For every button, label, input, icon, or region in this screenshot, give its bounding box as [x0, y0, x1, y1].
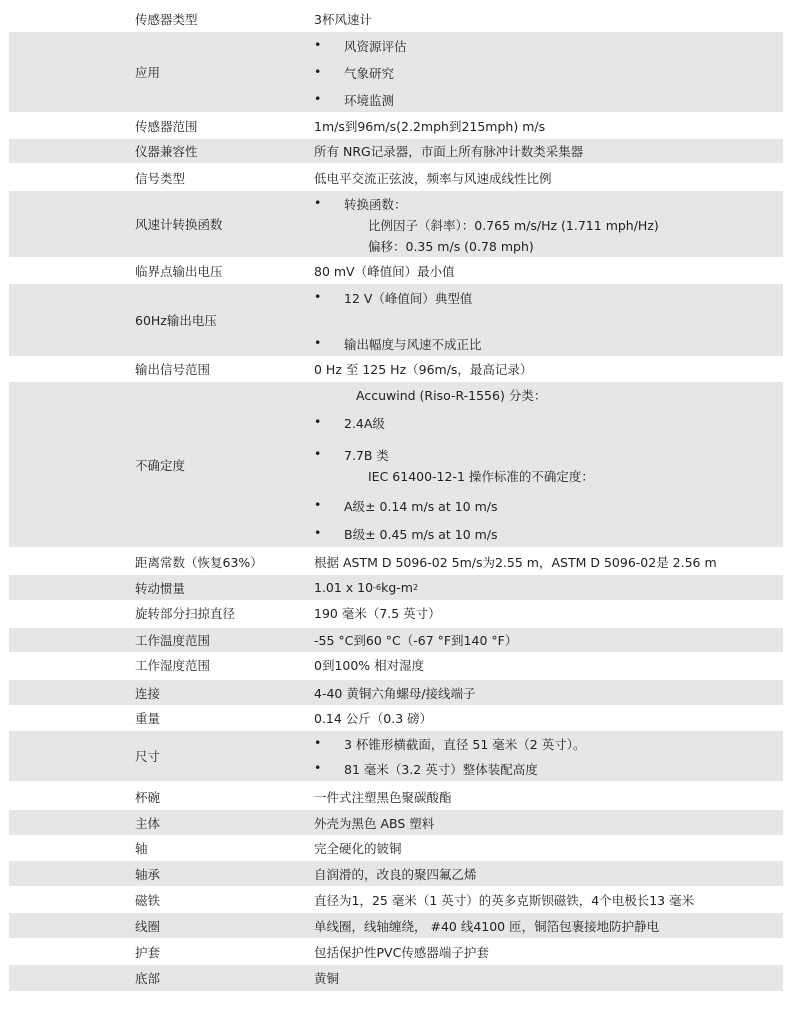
bullet-item: • 风资源评估	[344, 37, 407, 55]
row-value: 低电平交流正弦波，频率与风速成线性比例	[314, 171, 552, 186]
row-value: 4-40 黄铜六角螺母/接线端子	[314, 685, 476, 701]
row-label: 尺寸	[135, 749, 161, 764]
bullet-item: • 12 V（峰值间）典型值	[344, 289, 472, 307]
table-row	[9, 191, 783, 258]
row-label: 主体	[135, 815, 161, 831]
row-value: 黄铜	[314, 971, 340, 986]
bullet-item: • 81 毫米（3.2 英寸）整体装配高度	[344, 760, 538, 778]
table-row	[9, 575, 783, 601]
row-label: 传感器类型	[135, 12, 198, 27]
row-label: 转动惯量	[135, 580, 186, 596]
row-label: 输出信号范围	[135, 362, 211, 377]
row-value: 0.14 公斤（0.3 磅）	[314, 711, 433, 726]
table-row	[9, 810, 783, 836]
row-label: 60Hz输出电压	[135, 313, 217, 328]
table-row	[9, 382, 783, 548]
table-row	[9, 550, 783, 575]
intro-line: Accuwind (Riso-R-1556) 分类：	[356, 388, 547, 403]
table-row	[9, 357, 783, 382]
bullet-item: • 气象研究	[344, 64, 394, 82]
row-label: 旋转部分扫掠直径	[135, 606, 236, 621]
row-label: 临界点输出电压	[135, 263, 223, 279]
row-value: 0 Hz 至 125 Hz（96m/s，最高记录）	[314, 362, 533, 377]
detail-line: 偏移：0.35 m/s (0.78 mph)	[368, 239, 534, 254]
group-environment	[9, 628, 783, 678]
table-row	[9, 139, 783, 164]
row-label: 杯碗	[135, 789, 161, 805]
row-label: 护套	[135, 944, 161, 960]
row-label: 传感器范围	[135, 118, 198, 134]
group-response	[9, 550, 783, 626]
row-value: 3杯风速计	[314, 12, 372, 27]
row-value: 80 mV（峰值间）最小值	[314, 263, 455, 279]
table-row	[9, 680, 783, 706]
table-row	[9, 601, 783, 626]
table-row	[9, 258, 783, 284]
row-value: 完全硬化的铍铜	[314, 841, 402, 856]
row-value: 直径为1，25 毫米（1 英寸）的英多克斯钡磁铁，4个电极长13 毫米	[314, 892, 695, 908]
row-value: 根据 ASTM D 5096-02 5m/s为2.55 m，ASTM D 5096-02是 2.56 m	[314, 555, 717, 570]
row-label: 工作湿度范围	[135, 658, 211, 673]
row-label: 磁铁	[135, 892, 161, 908]
table-row	[9, 836, 783, 861]
row-label: 重量	[135, 711, 161, 726]
row-label: 应用	[135, 65, 161, 80]
bullet-item: • 输出幅度与风速不成正比	[344, 335, 482, 353]
row-value: 190 毫米（7.5 英寸）	[314, 606, 441, 621]
row-value: 所有 NRG记录器，市面上所有脉冲计数类采集器	[314, 144, 584, 159]
table-row	[9, 628, 783, 653]
table-row	[9, 887, 783, 913]
table-row	[9, 861, 783, 887]
table-row	[9, 7, 783, 32]
table-row	[9, 731, 783, 782]
row-label: 距离常数（恢复63%）	[135, 555, 263, 570]
table-row	[9, 166, 783, 191]
row-label: 连接	[135, 685, 161, 701]
group-output-signal	[9, 166, 783, 548]
row-value: 1.01 x 10 -6 kg-m 2	[314, 580, 419, 595]
spec-table	[9, 7, 783, 992]
row-value: 自润滑的，改良的聚四氟乙烯	[314, 866, 477, 882]
row-label: 底部	[135, 971, 161, 986]
table-row	[9, 784, 783, 810]
bullet-item: • A级± 0.14 m/s at 10 m/s	[344, 497, 498, 515]
sub-line: IEC 61400-12-1 操作标准的不确定度：	[368, 469, 594, 484]
row-label: 仪器兼容性	[135, 144, 198, 159]
table-row	[9, 965, 783, 992]
table-row	[9, 113, 783, 139]
row-label: 信号类型	[135, 171, 186, 186]
row-value: 单线圈，线轴缠绕， #40 线4100 匝，铜箔包裹接地防护静电	[314, 918, 660, 934]
table-row	[9, 939, 783, 965]
group-materials	[9, 784, 783, 992]
row-value: 包括保护性PVC传感器端子护套	[314, 944, 489, 960]
group-appearance	[9, 680, 783, 782]
row-label: 风速计转换函数	[135, 217, 223, 232]
row-value: 一件式注塑黑色聚碳酸酯	[314, 789, 452, 805]
bullet-item: • 7.7B 类	[344, 446, 389, 464]
row-value: -55 °C到60 °C（-67 °F到140 °F）	[314, 633, 518, 648]
row-value: 外壳为黑色 ABS 塑料	[314, 815, 435, 831]
bullet-item: • B级± 0.45 m/s at 10 m/s	[344, 525, 498, 543]
row-label: 工作温度范围	[135, 633, 211, 648]
bullet-item: • 环境监测	[344, 91, 394, 109]
row-label: 不确定度	[135, 457, 186, 473]
bullet-item: • 2.4A级	[344, 414, 385, 432]
table-row	[9, 284, 783, 357]
row-label: 轴	[135, 841, 148, 856]
row-value: 1m/s到96m/s(2.2mph到215mph) m/s	[314, 118, 546, 134]
table-row	[9, 913, 783, 939]
group-anemometer-params	[9, 7, 783, 164]
table-row	[9, 706, 783, 731]
row-label: 轴承	[135, 866, 161, 882]
row-label: 线圈	[135, 918, 161, 934]
table-row	[9, 653, 783, 678]
bullet-item: • 3 杯锥形横截面，直径 51 毫米（2 英寸）。	[344, 735, 585, 753]
row-value: 0到100% 相对湿度	[314, 658, 425, 673]
bullet-item: • 转换函数：	[344, 195, 407, 213]
detail-line: 比例因子（斜率）：0.765 m/s/Hz (1.711 mph/Hz)	[368, 218, 659, 233]
table-row	[9, 32, 783, 113]
